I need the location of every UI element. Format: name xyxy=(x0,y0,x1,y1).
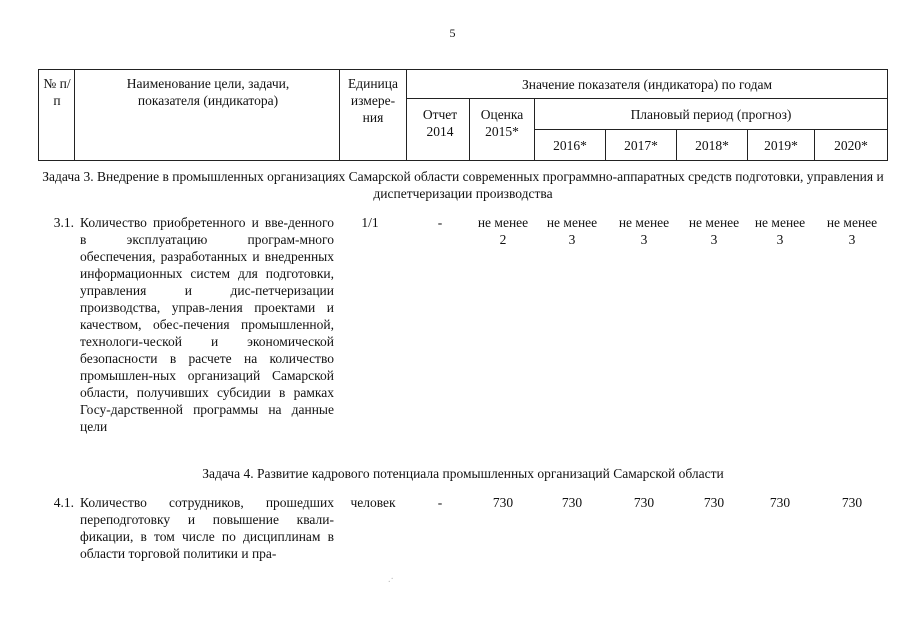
report-2014: - xyxy=(437,215,443,230)
page-number: 5 xyxy=(449,26,456,40)
table-header xyxy=(38,69,888,161)
task-3-title: Задача 3. Внедрение в промышленных организациях Самарской области современных программно-аппаратных средств подготовки, управления и диспетчеризации производства xyxy=(42,169,884,201)
value-cell: 730 xyxy=(561,495,583,510)
value-cell: не менее 3 xyxy=(688,215,740,247)
header-plan: Плановый период (прогноз) xyxy=(630,107,792,122)
value-cell: не менее 3 xyxy=(546,215,598,247)
header-year: 2019* xyxy=(764,138,798,153)
value-cell: 730 xyxy=(492,495,514,510)
header-name: Наименование цели, задачи, показателя (индикатора) xyxy=(126,76,290,108)
header-num: № п/п xyxy=(43,76,71,108)
scan-mark: .· xyxy=(388,574,394,585)
value-cell: 730 xyxy=(703,495,725,510)
task-4-title: Задача 4. Развитие кадрового потенциала промышленных организаций Самарской области xyxy=(202,466,724,481)
indicator-description: Количество сотрудников, прошедших переподготовку и повышение квали-фикации, в том числе по дисциплинам в области торговой политики и пра- xyxy=(80,495,334,561)
header-report: Отчет 2014 xyxy=(422,107,458,139)
value-cell: не менее 3 xyxy=(754,215,806,247)
header-values: Значение показателя (индикатора) по годам xyxy=(522,77,772,92)
header-unit: Единица измере-ния xyxy=(347,76,398,125)
header-year: 2020* xyxy=(834,138,868,153)
value-cell: не менее 3 xyxy=(618,215,670,247)
value-cell: 730 xyxy=(841,495,863,510)
unit: 1/1 xyxy=(361,215,379,230)
value-cell: 730 xyxy=(633,495,655,510)
row-number: 4.1. xyxy=(53,495,74,510)
value-cell: не менее 3 xyxy=(826,215,878,247)
header-estimate: Оценка 2015* xyxy=(480,107,524,139)
value-cell: не менее 2 xyxy=(477,215,529,247)
header-year: 2018* xyxy=(695,138,729,153)
header-year: 2016* xyxy=(553,138,587,153)
report-2014: - xyxy=(437,495,443,510)
indicator-description: Количество приобретенного и вве-денного в эксплуатацию програм-много обеспечения, разработанных и внедренных информационных систем для подготовки, управления и дис-петчеризации производства, управ-ления проектами и качеством, обес-печения промышленной, технологи-ческой и экономической безопасности в расчете на количество промышлен-ных организаций Самарской области, получивших субсидии в рамках Госу-дарственной программы на данные цели xyxy=(80,215,334,434)
unit: человек xyxy=(350,495,396,510)
header-year: 2017* xyxy=(624,138,658,153)
value-cell: 730 xyxy=(769,495,791,510)
row-number: 3.1. xyxy=(53,215,74,230)
